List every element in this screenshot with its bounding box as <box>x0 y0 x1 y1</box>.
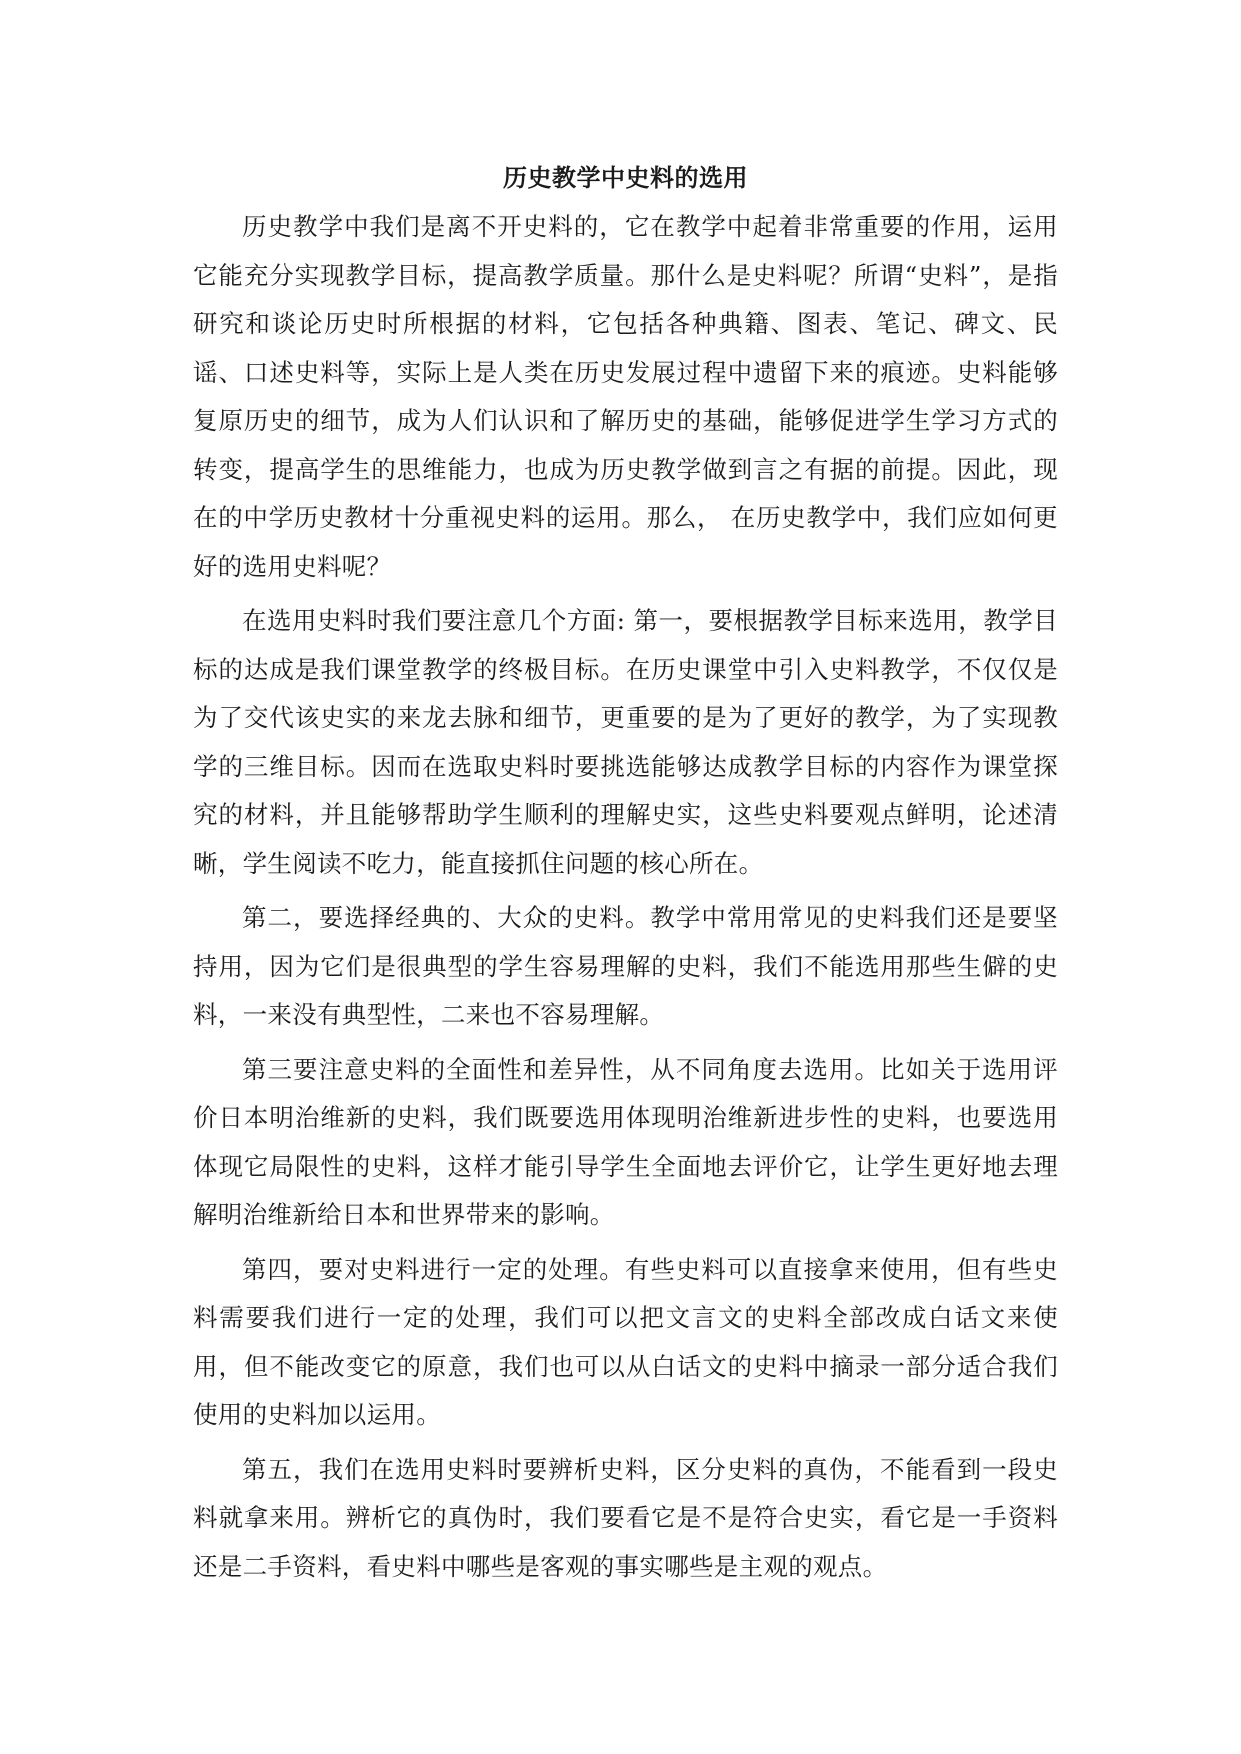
paragraph-point-1: 在选用史料时我们要注意几个方面: 第一，要根据教学目标来选用，教学目标的达成是我们课堂教学的终极目标。在历史课堂中引入史料教学，不仅仅是为了交代该史实的来龙去脉和细节，更重要的是为了更好的教学，为了实现教学的三维目标。因而在选取史料时要挑选能够达成教学目标的内容作为课堂探究的材料，并且能够帮助学生顺利的理解史实，这些史料要观点鲜明，论述清晰，学生阅读不吃力，能直接抓住问题的核心所在。 <box>193 606 1058 878</box>
document-page <box>193 155 1058 1597</box>
paragraph-point-4: 第四，要对史料进行一定的处理。有些史料可以直接拿来使用，但有些史料需要我们进行一定的处理，我们可以把文言文的史料全部改成白话文来使用，但不能改变它的原意，我们也可以从白话文的史料中摘录一部分适合我们使用的史料加以运用。 <box>193 1254 1058 1429</box>
paragraph-intro: 历史教学中我们是离不开史料的，它在教学中起着非常重要的作用，运用它能充分实现教学目标，提高教学质量。那什么是史料呢？所谓“史料”，是指研究和谈论历史时所根据的材料，它包括各种典籍、图表、笔记、碑文、民谣、口述史料等，实际上是人类在历史发展过程中遗留下来的痕迹。史料能够复原历史的细节，成为人们认识和了解历史的基础，能够促进学生学习方式的转变，提高学生的思维能力，也成为历史教学做到言之有据的前提。因此，现在的中学历史教材十分重视史料的运用。那么， 在历史教学中，我们应如何更好的选用史料呢？ <box>193 212 1058 581</box>
paragraph-point-3: 第三要注意史料的全面性和差异性，从不同角度去选用。比如关于选用评价日本明治维新的史料，我们既要选用体现明治维新进步性的史料，也要选用体现它局限性的史料，这样才能引导学生全面地去评价它，让学生更好地去理解明治维新给日本和世界带来的影响。 <box>193 1054 1058 1229</box>
document-title: 历史教学中史料的选用 <box>503 163 748 192</box>
paragraph-point-2: 第二，要选择经典的、大众的史料。教学中常用常见的史料我们还是要坚持用，因为它们是很典型的学生容易理解的史料，我们不能选用那些生僻的史料，一来没有典型性，二来也不容易理解。 <box>193 903 1058 1029</box>
paragraph-point-5: 第五，我们在选用史料时要辨析史料，区分史料的真伪，不能看到一段史料就拿来用。辨析它的真伪时，我们要看它是不是符合史实，看它是一手资料还是二手资料，看史料中哪些是客观的事实哪些是主观的观点。 <box>193 1454 1058 1581</box>
